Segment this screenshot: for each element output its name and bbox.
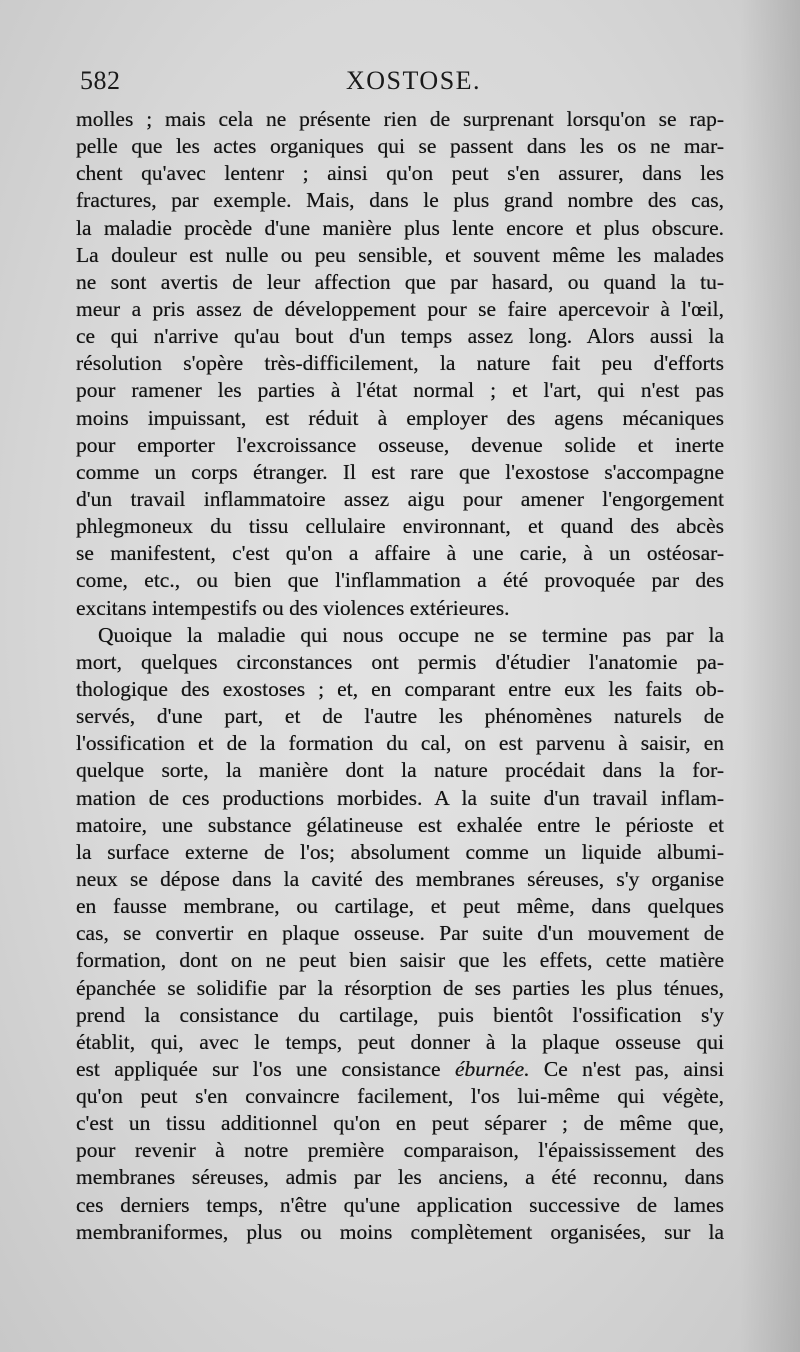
- text-line: moins impuissant, est réduit à employer des agens mécaniques: [76, 405, 724, 430]
- body-text: [76, 106, 724, 1246]
- text-line: pour ramener les parties à l'état normal ; et l'art, qui n'est pas: [76, 378, 724, 403]
- text-line: établit, qui, avec le temps, peut donner à la plaque osseuse qui: [76, 1029, 724, 1054]
- text-line: chent qu'avec lentenr ; ainsi qu'on peut s'en assurer, dans les: [76, 161, 724, 186]
- page-edge-shadow: [740, 0, 800, 1352]
- text-line: résolution s'opère très-difficilement, la nature fait peu d'efforts: [76, 351, 724, 376]
- text-line: Quoique la maladie qui nous occupe ne se termine pas par la: [98, 622, 724, 647]
- text-line: come, etc., ou bien que l'inflammation a été provoquée par des: [76, 568, 724, 593]
- text-line: en fausse membrane, ou cartilage, et peut même, dans quelques: [76, 894, 724, 919]
- text-line: l'ossification et de la formation du cal, on est parvenu à saisir, en: [76, 731, 724, 756]
- page-number: 582: [80, 66, 121, 95]
- text-line: la surface externe de l'os; absolument comme un liquide albumi-: [76, 839, 724, 864]
- text-line: phlegmoneux du tissu cellulaire environnant, et quand des abcès: [76, 514, 724, 539]
- text-segment: Ce n'est pas, ainsi: [529, 1056, 724, 1081]
- text-line: excitans intempestifs ou des violences extérieures.: [76, 595, 510, 620]
- text-line: pour revenir à notre première comparaison, l'épaississement des: [76, 1138, 724, 1163]
- text-line: la maladie procède d'une manière plus lente encore et plus obscure.: [76, 215, 724, 240]
- text-line: d'un travail inflammatoire assez aigu pour amener l'engorgement: [76, 486, 724, 511]
- text-line: ne sont avertis de leur affection que par hasard, ou quand la tu-: [76, 269, 724, 294]
- text-line: se manifestent, c'est qu'on a affaire à une carie, à un ostéosar-: [76, 541, 724, 566]
- text-line: fractures, par exemple. Mais, dans le plus grand nombre des cas,: [76, 188, 724, 213]
- text-line: c'est un tissu additionnel qu'on en peut séparer ; de même que,: [76, 1111, 724, 1136]
- text-line: quelque sorte, la manière dont la nature procédait dans la for-: [76, 758, 724, 783]
- text-line: pour emporter l'excroissance osseuse, devenue solide et inerte: [76, 432, 724, 457]
- text-line: neux se dépose dans la cavité des membranes séreuses, s'y organise: [76, 866, 724, 891]
- text-line: mort, quelques circonstances ont permis d'étudier l'anatomie pa-: [76, 649, 724, 674]
- text-line: formation, dont on ne peut bien saisir que les effets, cette matière: [76, 948, 724, 973]
- text-line: ces derniers temps, n'être qu'une application successive de lames: [76, 1192, 724, 1217]
- text-line: matoire, une substance gélatineuse est exhalée entre le périoste et: [76, 812, 724, 837]
- text-line: La douleur est nulle ou peu sensible, et souvent même les malades: [76, 242, 724, 267]
- text-line: prend la consistance du cartilage, puis bientôt l'ossification s'y: [76, 1002, 724, 1027]
- text-line: comme un corps étranger. Il est rare que l'exostose s'accompagne: [76, 459, 724, 484]
- text-line: servés, d'une part, et de l'autre les phénomènes naturels de: [76, 704, 724, 729]
- text-line: thologique des exostoses ; et, en comparant entre eux les faits ob-: [76, 676, 724, 701]
- text-line: membranes séreuses, admis par les anciens, a été reconnu, dans: [76, 1165, 724, 1190]
- page-header: [80, 66, 722, 104]
- text-line: qu'on peut s'en convaincre facilement, l'os lui-même qui végète,: [76, 1084, 724, 1109]
- text-segment: est appliquée sur l'os une consistance: [76, 1056, 455, 1081]
- text-line: pelle que les actes organiques qui se passent dans les os ne mar-: [76, 134, 724, 159]
- text-line: membraniformes, plus ou moins complètement organisées, sur la: [76, 1219, 724, 1244]
- text-line: molles ; mais cela ne présente rien de surprenant lorsqu'on se rap-: [76, 107, 724, 131]
- text-line: meur a pris assez de développement pour se faire apercevoir à l'œil,: [76, 296, 724, 321]
- text-line: épanchée se solidifie par la résorption de ses parties les plus ténues,: [76, 975, 724, 1000]
- text-line: mation de ces productions morbides. A la suite d'un travail inflam-: [76, 785, 724, 810]
- italic-term: éburnée.: [454, 1056, 530, 1081]
- text-line: ce qui n'arrive qu'au bout d'un temps assez long. Alors aussi la: [76, 324, 724, 349]
- text-line-with-italic: [76, 1056, 724, 1083]
- running-title: XOSTOSE.: [346, 66, 482, 95]
- text-line: cas, se convertir en plaque osseuse. Par suite d'un mouvement de: [76, 921, 724, 946]
